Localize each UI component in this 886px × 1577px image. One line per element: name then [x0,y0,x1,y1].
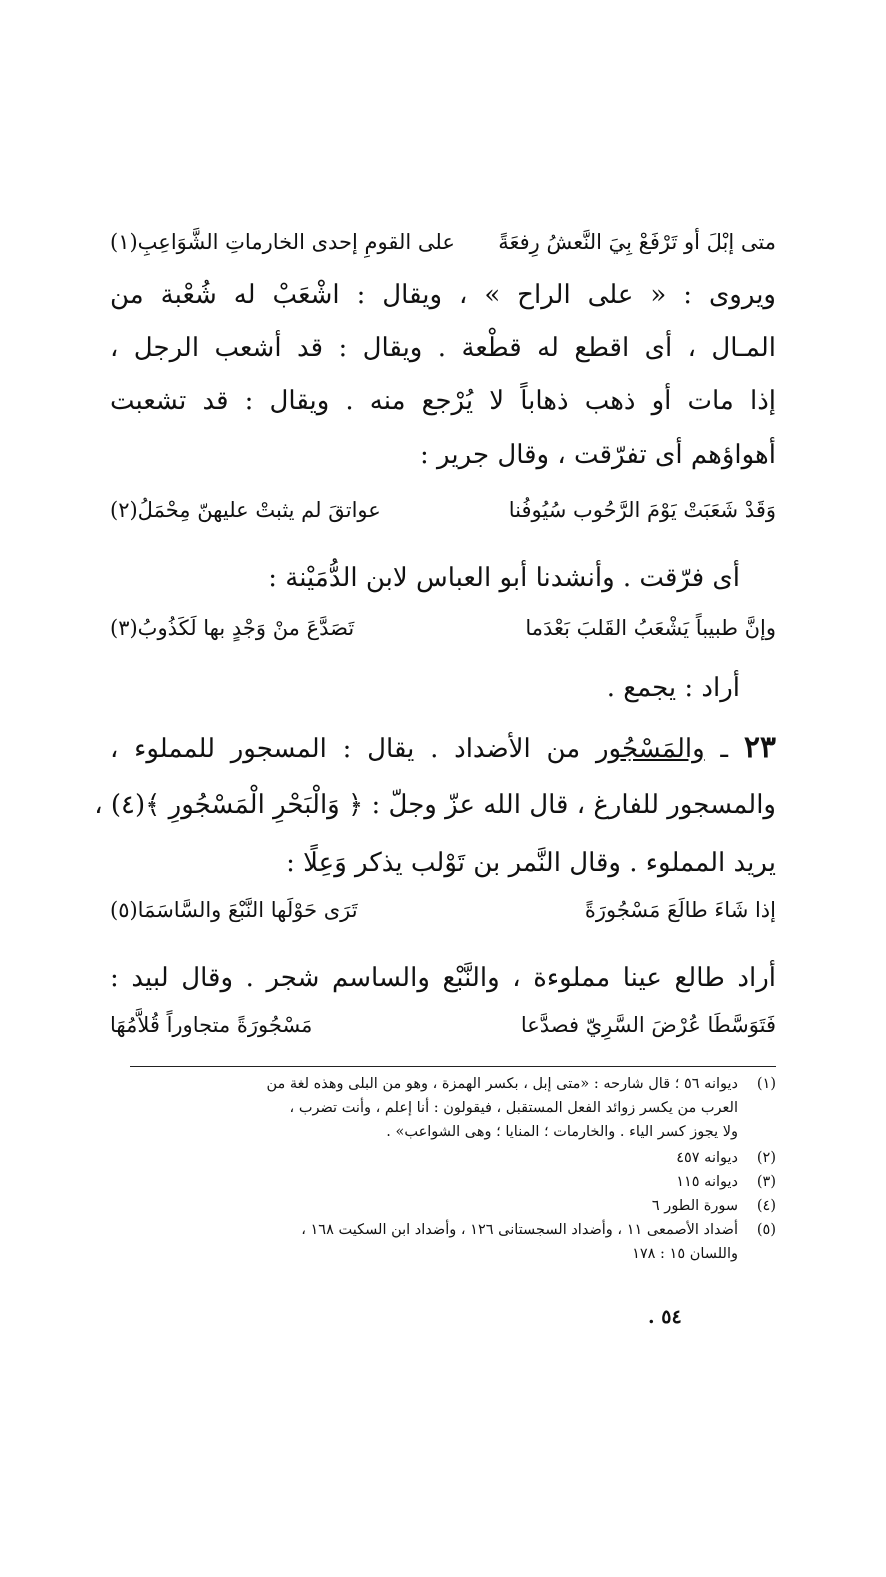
entry-text: من الأضداد . يقال : المسجور للمملوء ، [110,734,581,764]
text-line-7: أى فرّقت . وأنشدنا أبو العباس لابن الدُّمَيْنة : [268,563,740,593]
footnote-3 [110,1171,776,1193]
verse-5-hemistich-1: فَتَوَسَّطَا عُرْضَ السَّرِيّ فصدَّعا [520,1013,776,1037]
footnote-5-line-1 [110,1219,776,1241]
footnote-1-line-1 [110,1073,776,1095]
verse-4-hemistich-2: تَرَى حَوْلَها النَّبْعَ والسَّاسَمَا(٥) [110,898,358,922]
verse-3-hemistich-2: تَصَدَّعَ منْ وَجْدٍ بها لَكَذُوبُ(٣) [110,616,355,640]
text-line-14: أراد طالع عينا مملوءة ، والنَّبْع والساسم شجر . وقال لبيد : [110,963,776,993]
text-line-9: أراد : يجمع . [606,673,740,703]
footnote-3-text: ديوانه ١١٥ [676,1174,738,1190]
footnote-5-number: (٥) [756,1222,776,1238]
entry-number: ٢٣ [743,730,777,765]
text-line-5: أهواؤهم أى تفرّقت ، وقال جرير : [420,440,776,470]
text-line-11: والمسجور للفارغ ، قال الله عزّ وجلّ : ﴿ وَالْبَحْرِ الْمَسْجُورِ ﴾(٤) ، [94,790,776,820]
verse-4-hemistich-1: إذا شَاءَ طالَعَ مَسْجُورَةً [584,898,776,922]
footnote-1-line-3: ولا يجوز كسر الياء . والخارمات ؛ المنايا ؛ وهى الشواعب» . [386,1124,738,1140]
verse-1 [110,222,776,262]
text-line-4: إذا مات أو ذهب ذهاباً لا يُرْجع منه . ويقال : قد تشعبت [110,386,776,416]
verse-3 [110,608,776,648]
verse-2 [110,490,776,530]
footnote-2-text: ديوانه ٤٥٧ [676,1150,738,1166]
verse-2-hemistich-2: عواتقَ لم يثبتْ عليهنّ مِحْمَلُ(٢) [110,498,381,522]
text-line-3: المـال ، أى اقطع له قطْعة . ويقال : قد أشعب الرجل ، [110,333,776,363]
footnote-5-text: أضداد الأصمعى ١١ ، وأضداد السجستانى ١٢٦ ، وأضداد ابن السكيت ١٦٨ ، [301,1222,738,1238]
page-number: ٥٤ . [648,1306,682,1328]
verse-2-hemistich-1: وَقَدْ شَعَبَتْ يَوْمَ الرَّحُوب سُيُوفُنا [508,498,776,522]
footnote-1-line-2: العرب من يكسر زوائد الفعل المستقبل ، فيقولون : أنا إعلم ، وأنت تضرب ، [289,1100,738,1116]
footnote-5-line-2: واللسان ١٥ : ١٧٨ [632,1246,738,1262]
entry-23-heading-line [110,728,776,769]
footnote-4-text: سورة الطور ٦ [651,1198,738,1214]
footnote-2-number: (٢) [756,1150,776,1166]
verse-4 [110,890,776,930]
entry-dash: ـ [720,734,729,764]
footnote-3-number: (٣) [756,1174,776,1190]
text-line-12: يريد المملوء . وقال النَّمر بن تَوْلب يذكر وَعِلًا : [286,848,776,878]
verse-5 [110,1005,776,1045]
verse-3-hemistich-1: وإنَّ طبيباً يَشْعَبُ القَلبَ بَعْدَما [525,616,776,640]
footnote-1-text: ديوانه ٥٦ ؛ قال شارحه : «متى إبل ، بكسر الهمزة ، وهو من البلى وهذه لغة من [266,1076,738,1092]
entry-headword: والمَسْجُور [595,734,705,764]
verse-5-hemistich-2: مَسْجُورَةً متجاوراً قُلاَّمُهَا [110,1013,313,1037]
footnote-divider [130,1066,776,1067]
footnote-4-number: (٤) [756,1198,776,1214]
text-line-2: ويروى : « على الراح » ، ويقال : اشْعَبْ له شُعْبة من [110,280,776,310]
verse-1-hemistich-2: على القومِ إحدى الخارماتِ الشَّوَاعِبِ(١) [110,230,455,254]
footnote-2 [110,1147,776,1169]
verse-1-hemistich-1: متى إبْلَ أو تَرْفَعْ بِيَ النَّعشُ رِفعَةً [498,230,776,254]
footnote-1-number: (١) [756,1076,776,1092]
footnote-4 [110,1195,776,1217]
